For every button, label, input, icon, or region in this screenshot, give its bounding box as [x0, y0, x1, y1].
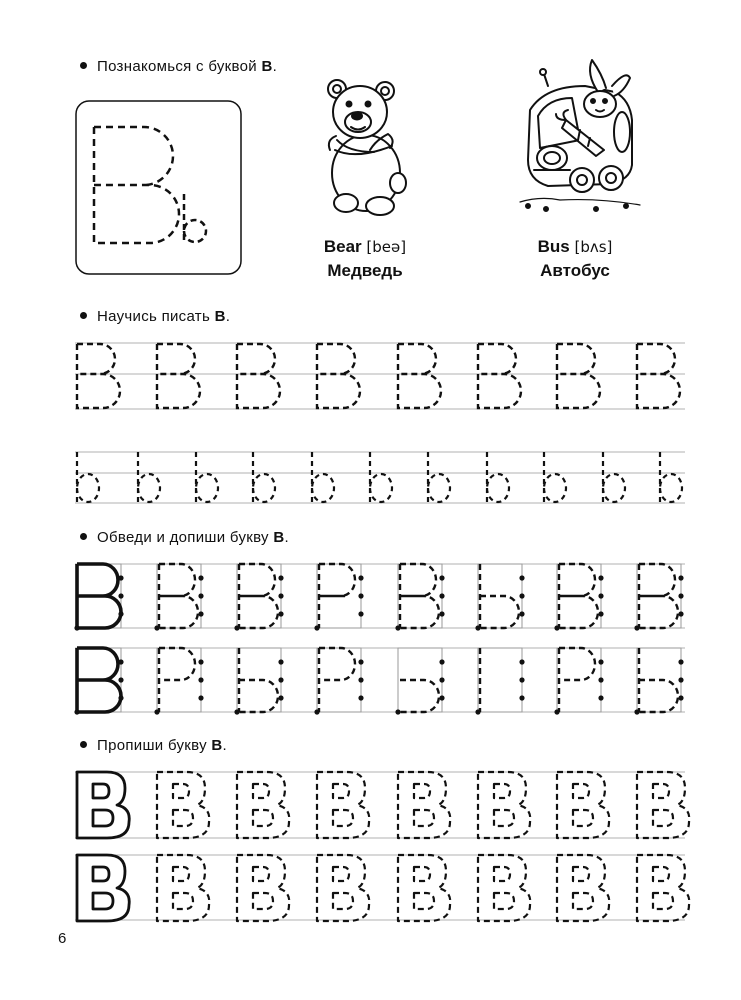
guide-dot [598, 659, 603, 664]
guide-dot [678, 593, 683, 598]
dashed-outline-capital-b [557, 855, 609, 921]
dashed-outline-capital-b [157, 855, 209, 921]
guide-dot [314, 709, 319, 714]
dashed-outline-capital-b [637, 855, 689, 921]
partial-dashed-b [559, 648, 595, 712]
dashed-outline-capital-b [478, 772, 530, 838]
guide-dot [519, 611, 524, 616]
word-english: Bear [323, 237, 362, 256]
guide-dot [439, 659, 444, 664]
guide-dot [118, 575, 123, 580]
dashed-outline-capital-b [478, 855, 530, 921]
small-b-tracing-row [77, 452, 682, 503]
guide-dot [395, 709, 400, 714]
instruction-learn: Научись писать B. [80, 308, 230, 325]
partial-dashed-b [400, 680, 439, 712]
guide-dot [598, 593, 603, 598]
guide-dot [519, 677, 524, 682]
guide-dot [678, 659, 683, 664]
guide-dot [475, 709, 480, 714]
guide-dot [519, 575, 524, 580]
dashed-outline-capital-b [557, 772, 609, 838]
dashed-outline-capital-b [398, 772, 450, 838]
guide-dot [678, 695, 683, 700]
guide-dot [519, 659, 524, 664]
outline-capital-b [77, 855, 129, 921]
dashed-capital-b [157, 344, 200, 408]
guide-dot [439, 695, 444, 700]
dashed-outline-capital-b [637, 772, 689, 838]
guide-dot [278, 677, 283, 682]
guide-dot [358, 611, 363, 616]
letter-card [76, 101, 241, 274]
dashed-small-b [196, 452, 218, 503]
outline-capital-b [77, 772, 129, 838]
guide-dot [198, 593, 203, 598]
dashed-capital-b [94, 127, 179, 243]
guide-dot [358, 593, 363, 598]
guide-dot [598, 677, 603, 682]
guide-dot [634, 709, 639, 714]
dashed-small-b [312, 452, 334, 503]
partial-dashed-b [639, 564, 678, 628]
guide-dot [198, 695, 203, 700]
guide-dot [395, 625, 400, 630]
capital-b-tracing-row [77, 344, 680, 408]
dashed-outline-capital-b [317, 772, 369, 838]
dashed-small-b [660, 452, 682, 503]
page-number: 6 [58, 930, 67, 947]
dashed-outline-capital-b [237, 855, 289, 921]
guide-dot [358, 695, 363, 700]
guide-dot [118, 677, 123, 682]
guide-lines [75, 343, 685, 920]
dashed-outline-capital-b [317, 855, 369, 921]
guide-dot [678, 677, 683, 682]
guide-dot [278, 593, 283, 598]
partial-dashed-b [159, 648, 195, 712]
complete-letter-row-2 [74, 648, 683, 715]
guide-dot [278, 695, 283, 700]
dashed-small-b [428, 452, 450, 503]
word-russian: Автобус [540, 261, 610, 280]
dashed-small-b [370, 452, 392, 503]
outline-letter-row-1 [77, 772, 689, 838]
guide-dot [74, 709, 79, 714]
guide-dot [234, 709, 239, 714]
guide-dot [634, 625, 639, 630]
dashed-capital-b [237, 344, 280, 408]
guide-dot [278, 575, 283, 580]
dashed-outline-capital-b [398, 855, 450, 921]
word-russian: Медведь [327, 261, 403, 280]
guide-dot [439, 593, 444, 598]
partial-dashed-b [159, 564, 198, 628]
partial-dashed-b [239, 648, 278, 712]
guide-dot [118, 659, 123, 664]
guide-dot [519, 593, 524, 598]
guide-dot [198, 677, 203, 682]
guide-dot [554, 625, 559, 630]
dashed-small-b [544, 452, 566, 503]
guide-dot [475, 625, 480, 630]
guide-dot [278, 611, 283, 616]
guide-dot [358, 677, 363, 682]
partial-dashed-b [400, 564, 439, 628]
dashed-capital-b [478, 344, 521, 408]
dashed-small-b [603, 452, 625, 503]
dashed-capital-b [557, 344, 600, 408]
guide-dot [358, 575, 363, 580]
guide-dot [198, 659, 203, 664]
solid-capital-b [77, 564, 121, 628]
instruction-intro: Познакомься с буквой B. [80, 58, 277, 75]
outline-letter-row-2 [77, 855, 689, 921]
word-transcription: [beə] [366, 238, 407, 256]
guide-dot [598, 611, 603, 616]
dashed-capital-b [637, 344, 680, 408]
dashed-capital-b [398, 344, 441, 408]
partial-dashed-b [319, 648, 355, 712]
guide-dot [154, 625, 159, 630]
dashed-capital-b [317, 344, 360, 408]
partial-dashed-b [639, 648, 678, 712]
guide-dot [118, 611, 123, 616]
guide-dot [678, 611, 683, 616]
guide-dot [439, 611, 444, 616]
guide-dot [598, 575, 603, 580]
complete-letter-row-1 [74, 564, 683, 631]
solid-capital-b [77, 648, 121, 712]
bear-illustration [328, 80, 406, 215]
instruction-write: Пропиши букву B. [80, 737, 227, 754]
guide-dot [118, 695, 123, 700]
dashed-small-b [77, 452, 99, 503]
guide-dot [358, 659, 363, 664]
guide-dot [198, 575, 203, 580]
guide-dot [198, 611, 203, 616]
bus-with-rabbit-illustration [520, 60, 640, 211]
guide-dot [519, 695, 524, 700]
guide-dot [554, 709, 559, 714]
word-english: Bus [537, 237, 570, 256]
partial-dashed-b [480, 564, 519, 628]
dashed-outline-capital-b [157, 772, 209, 838]
guide-dot [439, 677, 444, 682]
partial-dashed-b [319, 564, 355, 628]
guide-dot [74, 625, 79, 630]
guide-dot [439, 575, 444, 580]
guide-dot [118, 593, 123, 598]
guide-dot [598, 695, 603, 700]
dashed-small-b [184, 194, 206, 242]
dashed-capital-b [77, 344, 120, 408]
dashed-small-b [138, 452, 160, 503]
dashed-small-b [253, 452, 275, 503]
guide-dot [278, 659, 283, 664]
instruction-trace: Обведи и допиши букву B. [80, 529, 289, 546]
guide-dot [234, 625, 239, 630]
guide-dot [154, 709, 159, 714]
partial-dashed-b [239, 564, 278, 628]
guide-dot [314, 625, 319, 630]
dashed-small-b [487, 452, 509, 503]
guide-dot [678, 575, 683, 580]
word-transcription: [bʌs] [574, 238, 613, 256]
partial-dashed-b [559, 564, 598, 628]
letter-frame [478, 648, 522, 712]
dashed-outline-capital-b [237, 772, 289, 838]
